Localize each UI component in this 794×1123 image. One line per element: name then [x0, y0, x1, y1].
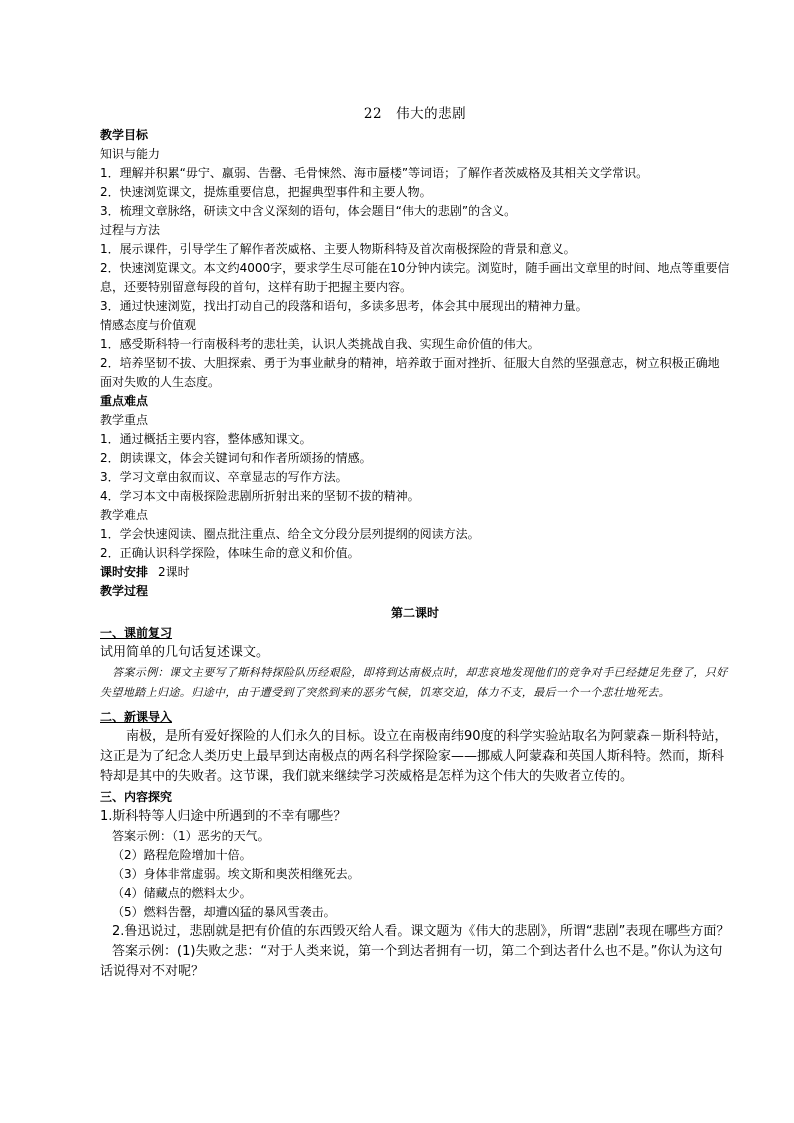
process-item: 3．通过快速浏览，找出打动自己的段落和语句，多读多思考，体会其中展现出的精神力量。 [100, 299, 588, 313]
knowledge-item: 3．梳理文章脉络，研读文中含义深刻的语句，体会题目“伟大的悲剧”的含义。 [100, 204, 517, 218]
keypoints-heading: 重点难点 [100, 394, 149, 408]
section2-text: 南极，是所有爱好探险的人们永久的目标。设立在南极南纬90度的科学实验站取名为阿蒙森－斯科特站，这正是为了纪念人类历史上最早到达南极点的两名科学探险家——挪威人阿蒙森和英国人斯科特。然而，斯科特却是其中的失败者。这节课，我们就来继续学习茨威格是怎样为这个伟大的失败者立传的。 [100, 729, 728, 784]
lesson-title: 22 伟大的悲剧 [363, 106, 467, 122]
knowledge-label: 知识与能力 [100, 147, 161, 161]
focus-item: 3．学习文章由叙而议、卒章显志的写作方法。 [100, 470, 348, 484]
emotion-item: 1．感受斯科特一行南极科考的悲壮美，认识人类挑战自我、实现生命价值的伟大。 [100, 337, 540, 351]
section2-heading: 二、新课导入 [100, 710, 173, 724]
process-item: 1．展示课件，引导学生了解作者茨威格、主要人物斯科特及首次南极探险的背景和意义。 [100, 242, 576, 256]
difficulty-item: 1．学会快速阅读、圈点批注重点、给全文分段分层列提纲的阅读方法。 [100, 527, 480, 541]
difficulty-item: 2．正确认识科学探险，体味生命的意义和价值。 [100, 546, 360, 560]
question-1-answer: （2）路程危险增加十倍。 [112, 848, 252, 862]
question-1: 1.斯科特等人归途中所遇到的不幸有哪些？ [100, 809, 347, 824]
knowledge-item: 2．快速浏览课文，提炼重要信息，把握典型事件和主要人物。 [100, 185, 432, 199]
schedule-label: 课时安排 [100, 565, 149, 579]
schedule-value: 2课时 [158, 565, 190, 579]
second-lesson-title: 第二课时 [390, 606, 439, 620]
question-1-answer: （4）储藏点的燃料太少。 [112, 886, 252, 900]
question-2: 2.鲁迅说过，悲剧就是把有价值的东西毁灭给人看。课文题为《伟大的悲剧》，所谓“悲剧”表现在哪些方面？ [112, 924, 730, 939]
focus-label: 教学重点 [100, 413, 149, 427]
process-item: 2．快速浏览课文。本文约4000字，要求学生尽可能在10分钟内读完。浏览时，随手画出文章里的时间、地点等重要信息，还要特别留意每段的首句，这样有助于把握主要内容。 [100, 261, 730, 294]
emotion-item: 2．培养坚韧不拔、大胆探索、勇于为事业献身的精神，培养敢于面对挫折、征服大自然的坚强意志，树立积极正确地面对失败的人生态度。 [100, 356, 720, 389]
question-1-answer: 答案示例：（1）恶劣的天气。 [112, 829, 270, 843]
section1-answer: 答案示例：课文主要写了斯科特探险队历经艰险，即将到达南极点时，却悲哀地发现他们的竞争对手已经捷足先登了，只好失望地踏上归途。归途中，由于遭受到了突然到来的恶劣气候，饥寒交迫，体力不支，最后一个一个悲壮地死去。 [100, 666, 728, 699]
focus-item: 2．朗读课文，体会关键词句和作者所颂扬的情感。 [100, 451, 372, 465]
question-2-answer: 答案示例：(1)失败之悲：“对于人类来说，第一个到达者拥有一切，第二个到达者什么也不是。”你认为这句话说得对不对呢？ [100, 944, 723, 979]
section3-heading: 三、内容探究 [100, 790, 173, 804]
focus-item: 1．通过概括主要内容，整体感知课文。 [100, 432, 312, 446]
question-1-answer: （5）燃料告罄，却遭凶猛的暴风雪袭击。 [112, 905, 336, 919]
question-1-answer: （3）身体非常虚弱。埃文斯和奥茨相继死去。 [112, 867, 360, 881]
emotion-label: 情感态度与价值观 [100, 318, 197, 332]
section1-task: 试用简单的几句话复述课文。 [100, 645, 270, 660]
schedule-line [100, 563, 730, 582]
knowledge-item: 1．理解并积累“毋宁、羸弱、告罄、毛骨悚然、海市蜃楼”等词语；了解作者茨威格及其相关文学常识。 [100, 166, 649, 180]
process-label: 过程与方法 [100, 223, 161, 237]
section1-heading: 一、课前复习 [100, 626, 173, 640]
focus-item: 4．学习本文中南极探险悲剧所折射出来的坚韧不拔的精神。 [100, 489, 420, 503]
document-page [100, 104, 730, 982]
difficulty-label: 教学难点 [100, 508, 149, 522]
process-heading: 教学过程 [100, 584, 149, 598]
goals-heading: 教学目标 [100, 128, 149, 142]
